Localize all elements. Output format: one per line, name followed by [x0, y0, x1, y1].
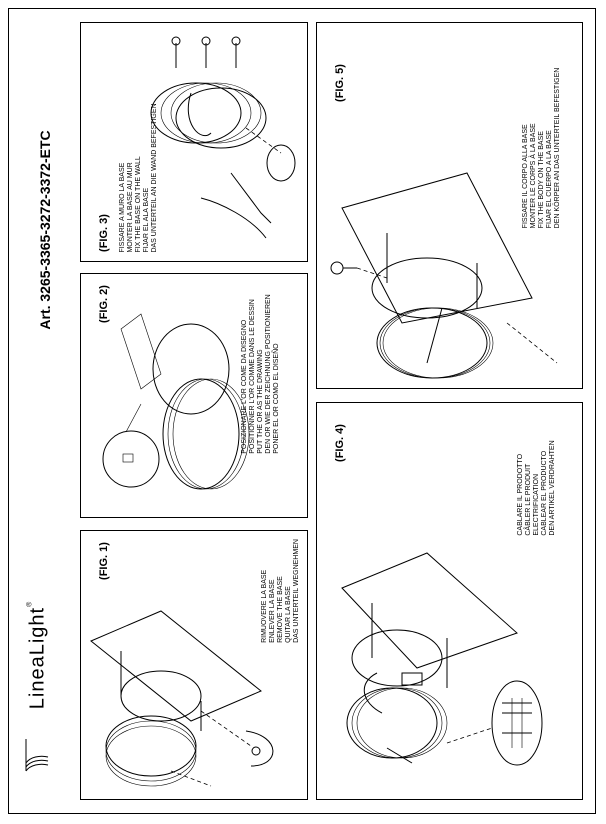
figure-2-label: (FIG. 2) — [98, 285, 110, 323]
figure-1-caption: RIMUOVERE LA BASE ENLEVER LA BASE REMOVE THE BASE QUITAR LA BASE DAS UNTERTEIL WEGNEHMEN — [261, 539, 300, 643]
figure-5-caption: FISSARE IL CORPO ALLA BASE MONTER LE CORPS À LA BASE FIX THE BODY ON THE BASE FIJAR EL CUERPO A LA BASE DEN KÖRPER AN DAS UNTERTEIL BEFESTIGEN — [522, 67, 561, 229]
figure-5-label: (FIG. 5) — [334, 64, 346, 102]
figure-4-label: (FIG. 4) — [334, 424, 346, 462]
figure-4-panel — [316, 402, 583, 800]
figure-2-panel — [80, 273, 308, 518]
logo-mark-icon — [22, 735, 52, 775]
figure-3-label: (FIG. 3) — [98, 214, 110, 252]
figure-1-label: (FIG. 1) — [98, 542, 110, 580]
brand-name: LineaLight — [26, 606, 49, 710]
figure-4-drawing — [317, 403, 584, 801]
figure-1-panel — [80, 530, 308, 800]
figure-5-drawing — [317, 23, 584, 390]
registered-mark: ® — [26, 600, 34, 607]
figure-3-drawing — [81, 23, 309, 263]
figure-5-panel — [316, 22, 583, 389]
article-number: Art. 3265-3365-3272-3372-ETC — [37, 130, 53, 330]
figure-2-drawing — [81, 274, 309, 519]
figure-2-caption: POSIZIONARE L'OR COME DA DISEGNO POSITIONNER L'OR COMME DANS LE DESSIN PUT THE OR AS THE DRAWING DEN OR WIE DER ZEICHNUNG POSITIONIEREN PONER EL OR COMO EL DISEÑO — [241, 294, 280, 454]
figure-4-caption: CABLARE IL PRODOTTO CÂBLER LE PRODUIT ELECTRIFICATION CABLEAR EL PRODUCTO DEN ARTIKEL VERDRAHTEN — [517, 440, 556, 536]
figure-3-caption: FISSARE A MURO LA BASE MONTER LA BASE AU MUR FIX THE BASE ON THE WALL FIJAR EL ALA BASE DAS UNTERTEIL AN DIE WAND BEFESTIGEN — [119, 103, 158, 253]
figure-1-drawing — [81, 531, 309, 801]
figure-3-panel — [80, 22, 308, 262]
